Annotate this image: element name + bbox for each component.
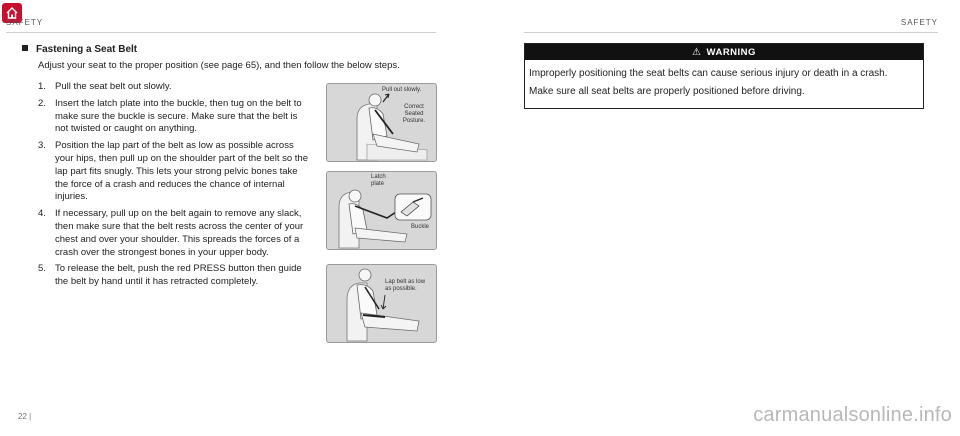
label-lap-belt: Lap belt as low as possible.: [385, 279, 426, 292]
step-text: Position the lap part of the belt as low as possible across your hips, then pull up on the shoulder part of the belt so the lap part fits snugly. This lets your strong pelvic bones take the force of a crash and reduces the chance of internal injuries.: [55, 140, 308, 203]
step-number: 4.: [38, 208, 46, 220]
label-latch-plate: Latch plate: [371, 174, 386, 187]
step-number: 5.: [38, 263, 46, 275]
step-item: [38, 81, 308, 94]
step-number: 3.: [38, 140, 46, 152]
step-text: To release the belt, push the red PRESS button then guide the belt by hand until it has retracted completely.: [55, 263, 302, 288]
header-divider-right: [524, 32, 938, 33]
step-item: [38, 263, 308, 289]
step-text: Insert the latch plate into the buckle, then tug on the belt to make sure the buckle is secure. Make sure that the belt is not twisted or caught on anything.: [55, 97, 302, 135]
warning-heading: WARNING: [706, 46, 756, 58]
page-number: 22 |: [18, 412, 32, 421]
warning-line: Improperly positioning the seat belts can cause serious injury or death in a crash.: [529, 68, 888, 79]
header-divider-left: [6, 32, 436, 33]
warning-header: [525, 44, 923, 60]
warning-box: [524, 43, 924, 109]
figure-pull-out-slowly: [326, 83, 437, 162]
label-buckle: Buckle: [411, 224, 430, 230]
figure-lap-belt: [326, 264, 437, 343]
section-header-left: SAFETY: [6, 18, 44, 27]
step-number: 1.: [38, 81, 46, 92]
label-correct-posture: Correct Seated Posture.: [402, 104, 426, 124]
steps-list: [38, 81, 308, 293]
warning-body: [525, 60, 923, 101]
section-title: [22, 44, 137, 55]
lap-belt-illustration: [327, 265, 436, 342]
warning-line: Make sure all seat belts are properly positioned before driving.: [529, 86, 805, 97]
figure-latch-buckle: [326, 171, 437, 250]
step-number: 2.: [38, 97, 46, 109]
step-text: Pull the seat belt out slowly.: [55, 81, 172, 92]
label-pull-out-slowly: Pull out slowly.: [382, 87, 422, 93]
warning-triangle-icon: ⚠: [692, 46, 702, 58]
step-item: [38, 98, 308, 136]
section-intro: Adjust your seat to the proper position (see page 65), and then follow the below steps.: [38, 60, 400, 71]
step-item: [38, 140, 308, 204]
bullet-square-icon: [22, 45, 28, 51]
section-header-right: SAFETY: [900, 18, 938, 27]
step-item: [38, 208, 308, 259]
watermark: carmanualsonline.info: [753, 404, 952, 426]
section-title-text: Fastening a Seat Belt: [36, 44, 138, 55]
step-text: If necessary, pull up on the belt again to remove any slack, then make sure that the belt rests across the center of your chest and over your shoulder. This spreads the forces of a crash over the strongest bones in your upper body.: [55, 208, 304, 258]
